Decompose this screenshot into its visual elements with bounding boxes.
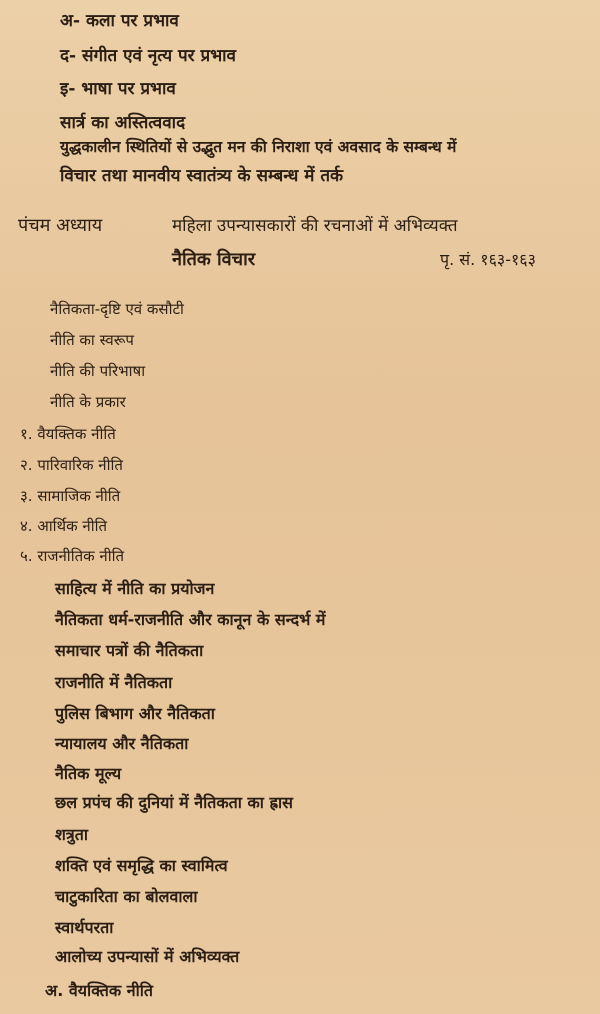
list-item: छल प्रपंच की दुनियां में नैतिकता का ह्रास xyxy=(55,793,293,812)
list-item: ५. राजनीतिक नीति xyxy=(20,547,125,565)
page-range: पृ. सं. १६३-१६३ xyxy=(440,250,536,269)
text-line: युद्धकालीन स्थितियों से उद्भुत मन की निराशा एवं अवसाद के सम्बन्ध में xyxy=(60,138,457,156)
list-item: १. वैयक्तिक नीति xyxy=(20,425,116,443)
list-item: २. पारिवारिक नीति xyxy=(20,456,123,474)
list-item: नैतिकता धर्म-राजनीति और कानून के सन्दर्भ में xyxy=(55,610,326,629)
chapter-title: महिला उपन्यासकारों की रचनाओं में अभिव्यक्त xyxy=(172,216,458,236)
text-line: इ- भाषा पर प्रभाव xyxy=(60,79,176,99)
list-item: अ. वैयक्तिक नीति xyxy=(45,981,154,1000)
list-item: साहित्य में नीति का प्रयोजन xyxy=(55,579,215,598)
list-item: ४. आर्थिक नीति xyxy=(20,517,108,535)
list-item: नीति के प्रकार xyxy=(50,393,126,411)
list-item: स्वार्थपरता xyxy=(55,918,114,937)
list-item: नीति का स्वरूप xyxy=(50,331,134,349)
list-item: शत्रुता xyxy=(55,825,88,844)
text-line: सार्त्र का अस्तित्ववाद xyxy=(60,113,186,133)
list-item: राजनीति में नैतिकता xyxy=(55,673,173,692)
list-item: नैतिक मूल्य xyxy=(55,764,122,783)
list-item: चाटुकारिता का बोलवाला xyxy=(55,887,198,906)
text-line: द- संगीत एवं नृत्य पर प्रभाव xyxy=(60,46,236,66)
list-item: शक्ति एवं समृद्धि का स्वामित्व xyxy=(55,856,228,875)
list-item: नैतिकता-दृष्टि एवं कसौटी xyxy=(50,300,184,318)
list-item: न्यायालय और नैतिकता xyxy=(55,734,189,753)
list-item: समाचार पत्रों की नैतिकता xyxy=(55,641,204,660)
chapter-title-2: नैतिक विचार xyxy=(172,249,256,270)
list-item: ३. सामाजिक नीति xyxy=(20,487,121,505)
text-line: अ- कला पर प्रभाव xyxy=(60,11,179,31)
list-item: आलोच्य उपन्यासों में अभिव्यक्त xyxy=(55,947,240,966)
text-line: विचार तथा मानवीय स्वातंत्र्य के सम्बन्ध में तर्क xyxy=(60,166,344,186)
list-item: नीति की परिभाषा xyxy=(50,362,146,380)
list-item: पुलिस बिभाग और नैतिकता xyxy=(55,704,215,723)
chapter-label: पंचम अध्याय xyxy=(18,215,103,236)
